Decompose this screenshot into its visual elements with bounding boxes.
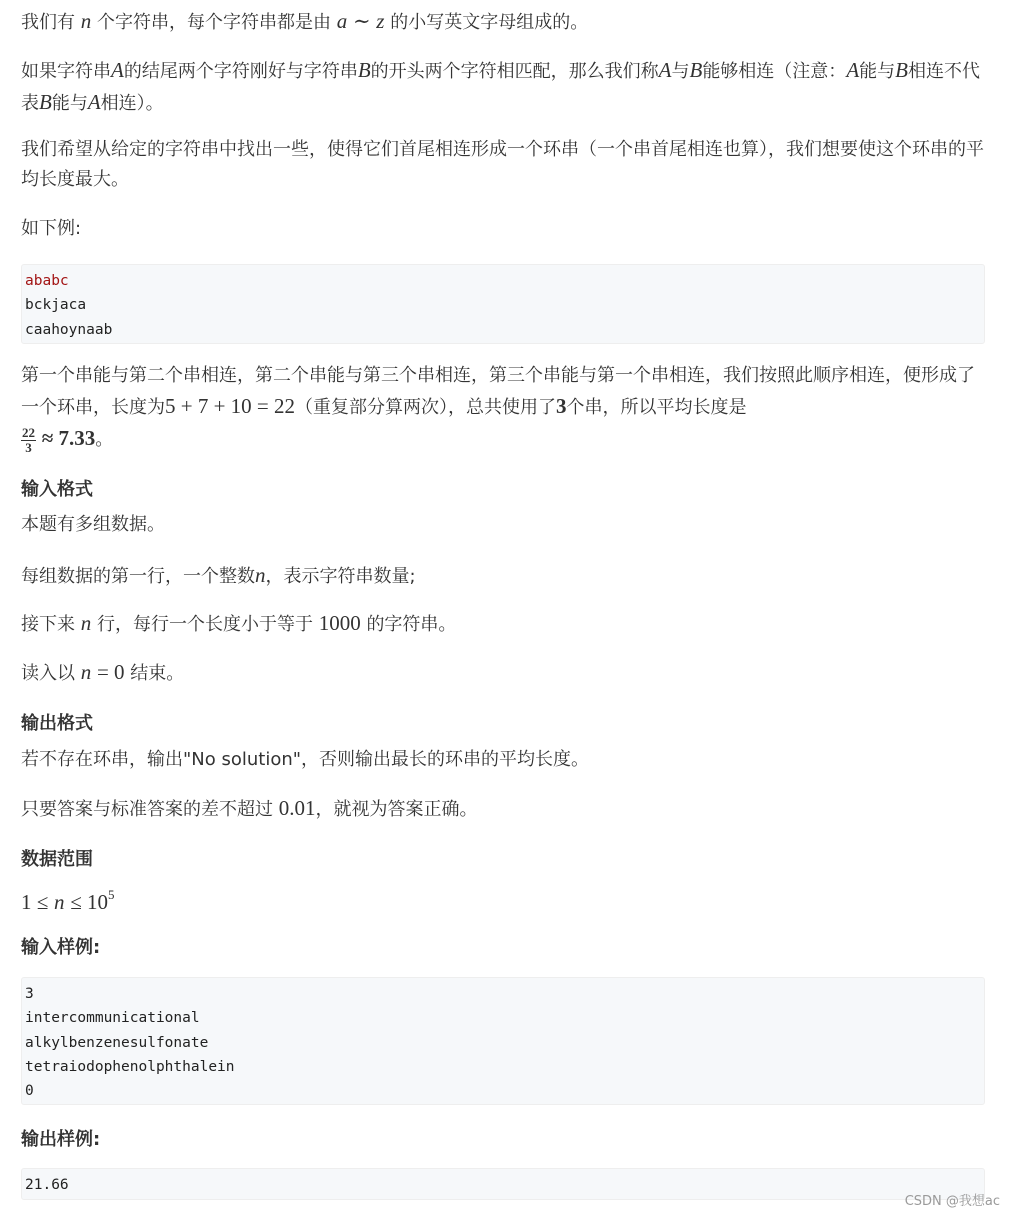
goal-paragraph: 我们希望从给定的字符串中找出一些，使得它们首尾相连形成一个环串（一个串首尾相连也算），我们想要使这个环串的平均长度最大。: [21, 139, 984, 190]
explain-paragraph: 第一个串能与第二个串相连，第二个串能与第三个串相连，第三个串能与第一个串相连，我们按照此顺序相连，便形成了一个环串，长度为5 + 7 + 10 = 22（重复部分算两次），总共使用了3个串，所以平均长度是 $\frac{22}{3}$ ≈ 7.33。: [21, 365, 975, 455]
range-heading: 数据范围: [21, 849, 93, 870]
code-line: alkylbenzenesulfonate: [25, 1034, 209, 1051]
input-format-p4: 读入以 n = 0 结束。: [21, 660, 185, 684]
code-line: tetraiodophenolphthalein: [25, 1058, 235, 1075]
csdn-watermark: CSDN @我想ac: [904, 1194, 1000, 1209]
code-line: 21.66: [25, 1177, 69, 1193]
code-line: intercommunicational: [25, 1010, 200, 1027]
input-format-heading: 输入格式: [21, 479, 93, 500]
range-expression: $1 \le n \le 10^5$: [21, 887, 115, 914]
example-label: 如下例:: [21, 218, 82, 239]
output-format-p1: 若不存在环串，输出"No solution"，否则输出最长的环串的平均长度。: [21, 749, 590, 770]
input-format-p3: 接下来 n 行，每行一个长度小于等于 1000 的字符串。: [21, 611, 457, 635]
sample-output-block: [21, 1168, 985, 1200]
fraction: $\frac{22}{3}$: [22, 424, 35, 455]
code-line: bckjaca: [25, 297, 87, 314]
intro-paragraph: 我们有 n 个字符串，每个字符串都是由 a ∼ z 的小写英文字母组成的。: [21, 9, 589, 33]
output-format-heading: 输出格式: [21, 713, 93, 734]
example-code-block: [21, 264, 985, 344]
sample-output-heading: 输出样例:: [21, 1129, 101, 1150]
output-format-p2: 只要答案与标准答案的差不超过 0.01，就视为答案正确。: [21, 796, 478, 820]
code-line: ababc: [25, 273, 69, 289]
code-line: 0: [25, 1083, 34, 1100]
sample-input-block: [21, 977, 985, 1105]
math-n: n: [80, 9, 92, 33]
input-format-p2: 每组数据的第一行，一个整数n，表示字符串数量;: [21, 563, 416, 587]
code-line: caahoynaab: [25, 321, 113, 338]
connect-paragraph: 如果字符串A的结尾两个字符刚好与字符串B的开头两个字符相匹配，那么我们称A与B能够相连（注意：A能与B相连不代表B能与A相连）。: [21, 58, 980, 114]
input-format-p1: 本题有多组数据。: [21, 514, 165, 535]
code-line: 3: [25, 986, 34, 1002]
sample-input-heading: 输入样例:: [21, 937, 101, 958]
